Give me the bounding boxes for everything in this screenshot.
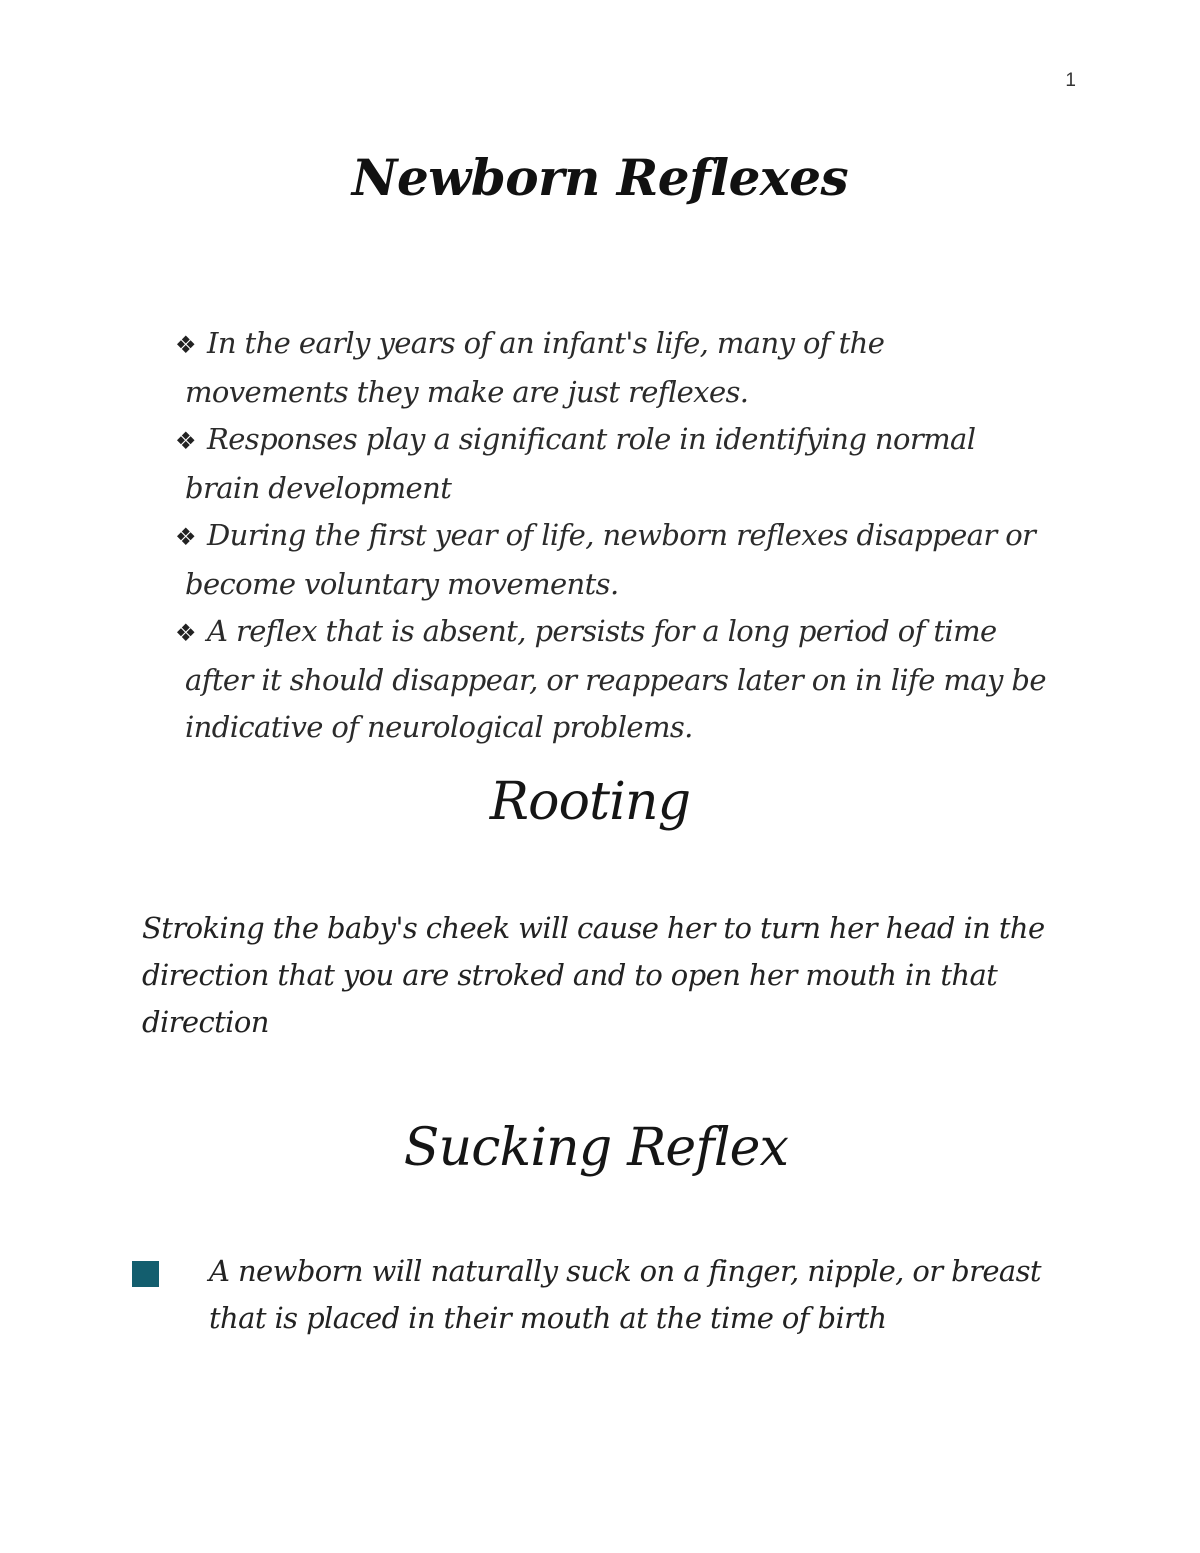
- list-item: [175, 416, 1055, 512]
- list-item-text: A newborn will naturally suck on a finger, nipple, or breast that is placed in their mouth at the time of birth: [209, 1254, 1041, 1335]
- diamond-bullet-icon: ❖: [175, 427, 196, 455]
- diamond-bullet-icon: ❖: [175, 523, 196, 551]
- list-item-text: In the early years of an infant's life, many of the movements they make are just reflexes.: [185, 326, 885, 409]
- list-item: [175, 608, 1055, 751]
- page-number: 1: [1065, 70, 1076, 91]
- list-item-text: During the first year of life, newborn reflexes disappear or become voluntary movements.: [185, 518, 1036, 601]
- list-item: [175, 320, 1055, 416]
- rooting-heading: Rooting: [489, 772, 691, 832]
- list-item: [175, 512, 1055, 608]
- list-item-text: A reflex that is absent, persists for a long period of time after it should disappear, or reappears later on in life may be indicative of neurological problems.: [185, 614, 1046, 744]
- document-title: Newborn Reflexes: [351, 148, 849, 207]
- list-item: [132, 1248, 1052, 1342]
- rooting-description: Stroking the baby's cheek will cause her to turn her head in the direction that you are stroked and to open her mouth in that direction: [142, 911, 1045, 1039]
- intro-bullet-list: [175, 320, 1055, 751]
- sucking-bullet-list: [132, 1248, 1052, 1342]
- square-bullet-icon: [132, 1261, 159, 1287]
- diamond-bullet-icon: ❖: [175, 619, 196, 647]
- list-item-text: Responses play a significant role in identifying normal brain development: [185, 422, 976, 505]
- diamond-bullet-icon: ❖: [175, 331, 196, 359]
- sucking-reflex-heading: Sucking Reflex: [403, 1118, 789, 1178]
